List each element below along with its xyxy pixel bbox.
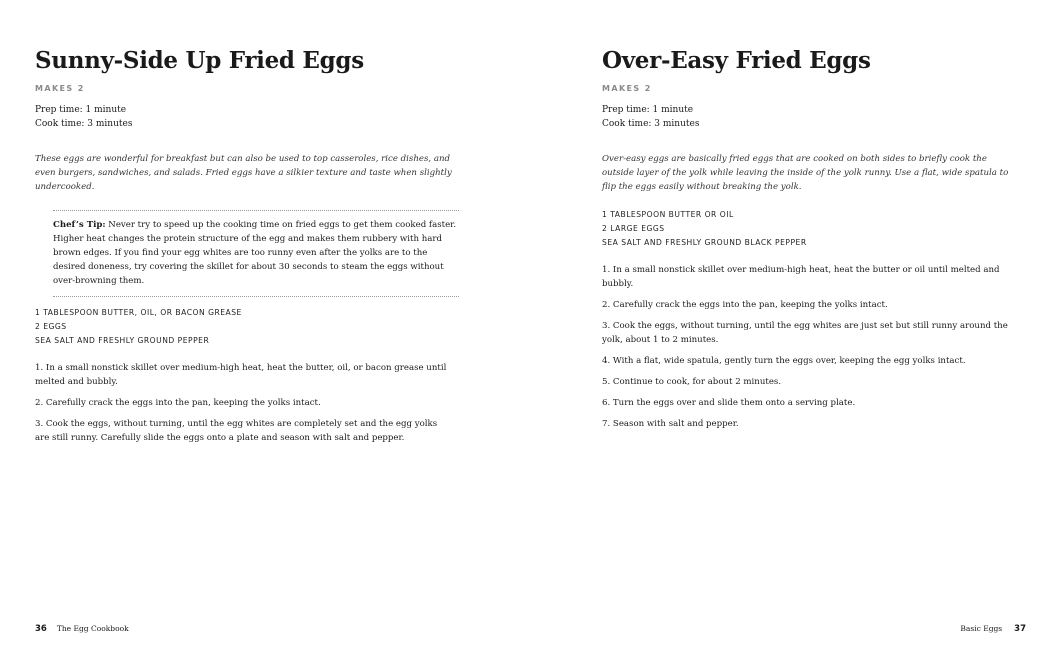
instruction-list bbox=[602, 263, 1020, 438]
cook-time: Cook time: 3 minutes bbox=[35, 119, 133, 129]
instruction-step: 5. Continue to cook, for about 2 minutes. bbox=[602, 377, 782, 387]
recipe-intro: Over-easy eggs are basically fried eggs that are cooked on both sides to briefly cook the outside layer of the yolk while leaving the inside of the yolk runny. Use a flat, wide spatula to flip the eggs easily without breaking the yolk. bbox=[602, 154, 1009, 192]
left-page bbox=[35, 0, 465, 654]
chefs-tip-label: Chef’s Tip: bbox=[53, 220, 106, 230]
ingredient-item: 2 EGGS bbox=[35, 322, 67, 331]
recipe-title: Over-Easy Fried Eggs bbox=[602, 47, 871, 74]
prep-time: Prep time: 1 minute bbox=[602, 105, 694, 115]
running-title: The Egg Cookbook bbox=[56, 624, 129, 633]
ingredient-item: SEA SALT AND FRESHLY GROUND PEPPER bbox=[35, 336, 210, 345]
instruction-step: 6. Turn the eggs over and slide them onto a serving plate. bbox=[602, 398, 856, 408]
right-footer bbox=[960, 624, 1026, 634]
instruction-step: 3. Cook the eggs, without turning, until the egg whites are completely set and the egg yolks are still runny. Carefully slide the eggs onto a plate and season with salt and pepper. bbox=[35, 419, 438, 443]
instruction-list bbox=[35, 361, 450, 452]
recipe-yield: MAKES 2 bbox=[35, 84, 85, 93]
recipe-times bbox=[602, 103, 699, 131]
ingredient-item: 1 TABLESPOON BUTTER, OIL, OR BACON GREASE bbox=[35, 308, 242, 317]
recipe-title: Sunny-Side Up Fried Eggs bbox=[35, 47, 364, 74]
running-title: Basic Eggs bbox=[960, 624, 1003, 633]
instruction-step: 3. Cook the eggs, without turning, until the egg whites are just set but still runny around the yolk, about 1 to 2 minutes. bbox=[602, 321, 1008, 345]
right-page bbox=[602, 0, 1020, 654]
recipe-times bbox=[35, 103, 132, 131]
chefs-tip-text: Never try to speed up the cooking time on fried eggs to get them cooked faster. Higher heat changes the protein structure of the egg and makes them rubbery with hard brown edges. If you find your egg whites are too runny even after the yolks are to the desired doneness, try covering the skillet for about 30 seconds to steam the eggs without over-browning them. bbox=[53, 220, 457, 286]
ingredient-item: 2 LARGE EGGS bbox=[602, 224, 665, 233]
instruction-step: 4. With a flat, wide spatula, gently turn the eggs over, keeping the egg yolks intact. bbox=[602, 356, 966, 366]
instruction-step: 1. In a small nonstick skillet over medium-high heat, heat the butter or oil until melted and bubbly. bbox=[602, 265, 1000, 289]
page-number: 37 bbox=[1014, 624, 1026, 634]
instruction-step: 2. Carefully crack the eggs into the pan, keeping the yolks intact. bbox=[602, 300, 888, 310]
instruction-step: 7. Season with salt and pepper. bbox=[602, 419, 739, 429]
ingredient-item: SEA SALT AND FRESHLY GROUND BLACK PEPPER bbox=[602, 238, 807, 247]
chefs-tip-box bbox=[53, 210, 459, 297]
page-number: 36 bbox=[35, 624, 47, 634]
ingredient-list bbox=[35, 306, 242, 348]
left-footer bbox=[35, 624, 129, 634]
prep-time: Prep time: 1 minute bbox=[35, 105, 127, 115]
ingredient-list bbox=[602, 208, 807, 250]
recipe-intro: These eggs are wonderful for breakfast but can also be used to top casseroles, rice dishes, and even burgers, sandwiches, and salads. Fried eggs have a silkier texture and taste when slightly undercooked. bbox=[35, 154, 452, 192]
ingredient-item: 1 TABLESPOON BUTTER OR OIL bbox=[602, 210, 734, 219]
instruction-step: 1. In a small nonstick skillet over medium-high heat, heat the butter, oil, or bacon grease until melted and bubbly. bbox=[35, 363, 447, 387]
instruction-step: 2. Carefully crack the eggs into the pan, keeping the yolks intact. bbox=[35, 398, 321, 408]
recipe-yield: MAKES 2 bbox=[602, 84, 652, 93]
cook-time: Cook time: 3 minutes bbox=[602, 119, 700, 129]
